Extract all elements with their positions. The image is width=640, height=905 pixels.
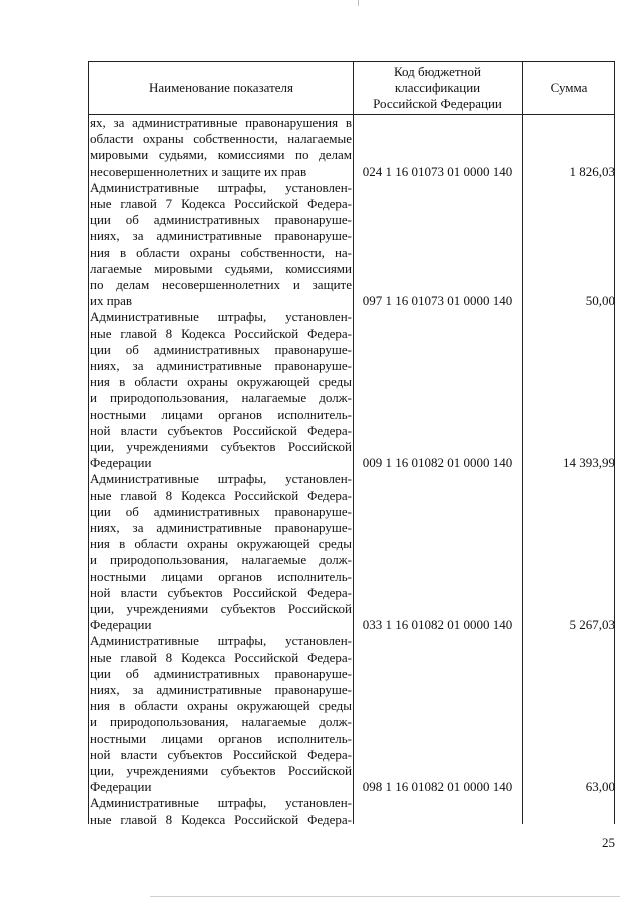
header-code-line: Российской Федерации	[373, 96, 502, 111]
row-name-line: ные главой 8 Кодекса Российской Федера-	[90, 487, 352, 503]
table-row	[89, 633, 353, 795]
row-name-line: ниях, за административные правонаруше-	[90, 357, 352, 373]
page-number: 25	[602, 835, 615, 850]
row-name-line: ния в области охраны окружающей среды	[90, 374, 352, 390]
row-name-line: несовершеннолетних и защите их прав	[90, 163, 307, 179]
row-code: 097 1 16 01073 01 0000 140	[362, 293, 513, 309]
row-name-line: ностными лицами органов исполнитель-	[90, 730, 352, 746]
header-code	[353, 62, 522, 114]
table-row	[89, 180, 353, 310]
row-name-line: ния в области охраны окружающей среды	[90, 698, 352, 714]
table-row	[89, 309, 353, 471]
row-name-line: Федерации	[90, 617, 152, 633]
row-name-line: Федерации	[90, 779, 152, 795]
budget-table	[88, 61, 615, 827]
row-name-line: ния в области охраны собственности, на-	[90, 244, 352, 260]
header-code-line: классификации	[394, 80, 481, 95]
row-code: 009 1 16 01082 01 0000 140	[362, 455, 513, 471]
row-amount: 50,00	[585, 293, 615, 309]
row-name-line: Административные штрафы, установлен-	[90, 795, 352, 811]
row-name-line: Административные штрафы, установлен-	[90, 309, 352, 325]
row-name-line: ции, учреждениями субъектов Российской	[90, 762, 352, 778]
row-name-line: и природопользования, налагаемые долж-	[90, 390, 352, 406]
row-name-line: мировыми судьями, комиссиями по делам	[90, 147, 352, 163]
row-name-line: ные главой 8 Кодекса Российской Федера-	[90, 325, 352, 341]
table-row	[89, 115, 353, 180]
row-name-line: их прав	[90, 293, 133, 309]
row-name-line: ной власти субъектов Российской Федера-	[90, 422, 352, 438]
row-name-line: ниях, за административные правонаруше-	[90, 681, 352, 697]
row-name-line: ностными лицами органов исполнитель-	[90, 406, 352, 422]
row-name-line: Федерации	[90, 455, 152, 471]
row-name-line: Административные штрафы, установлен-	[90, 633, 352, 649]
row-name-line: области охраны собственности, налагаемые	[90, 131, 352, 147]
row-name-line: ции, учреждениями субъектов Российской	[90, 438, 352, 454]
header-amount	[522, 62, 616, 114]
row-amount: 14 393,99	[563, 455, 615, 471]
row-amount: 63,00	[585, 779, 615, 795]
row-name-line: ции об административных правонаруше-	[90, 212, 352, 228]
row-name-line: ной власти субъектов Российской Федера-	[90, 746, 352, 762]
table-row	[89, 795, 353, 827]
row-name-line: ные главой 8 Кодекса Российской Федера-	[90, 811, 352, 827]
table-row	[89, 471, 353, 633]
row-code: 033 1 16 01082 01 0000 140	[362, 617, 513, 633]
row-name-line: по делам несовершеннолетних и защите	[90, 276, 352, 292]
row-name-line: ниях, за административные правонаруше-	[90, 519, 352, 535]
row-name-line: ные главой 8 Кодекса Российской Федера-	[90, 649, 352, 665]
row-name-line: лагаемые мировыми судьями, комиссиями	[90, 260, 352, 276]
row-name-line: Административные штрафы, установлен-	[90, 179, 352, 195]
header-code-line: Код бюджетной	[394, 64, 481, 79]
row-name-line: и природопользования, налагаемые долж-	[90, 714, 352, 730]
row-name-line: ные главой 7 Кодекса Российской Федера-	[90, 195, 352, 211]
row-name-line: ния в области охраны окружающей среды	[90, 536, 352, 552]
row-name-line: и природопользования, налагаемые долж-	[90, 552, 352, 568]
row-code: 024 1 16 01073 01 0000 140	[362, 163, 513, 179]
row-name-line: ях, за административные правонарушения в	[90, 115, 352, 130]
row-code: 098 1 16 01082 01 0000 140	[362, 779, 513, 795]
scan-mark	[358, 0, 359, 6]
row-name-line: ции об административных правонаруше-	[90, 665, 352, 681]
header-name	[89, 62, 353, 114]
row-name-line: ции об административных правонаруше-	[90, 503, 352, 519]
header-amount-label: Сумма	[550, 80, 588, 95]
row-amount: 5 267,03	[569, 617, 615, 633]
row-amount: 1 826,03	[569, 163, 615, 179]
header-name-label: Наименование показателя	[148, 80, 294, 95]
row-name-line: ции об административных правонаруше-	[90, 341, 352, 357]
row-name-line: ции, учреждениями субъектов Российской	[90, 600, 352, 616]
row-name-line: ной власти субъектов Российской Федера-	[90, 584, 352, 600]
row-name-line: Административные штрафы, установлен-	[90, 471, 352, 487]
row-name-line: ностными лицами органов исполнитель-	[90, 568, 352, 584]
scan-edge	[150, 896, 620, 897]
row-name-line: ниях, за административные правонаруше-	[90, 228, 352, 244]
